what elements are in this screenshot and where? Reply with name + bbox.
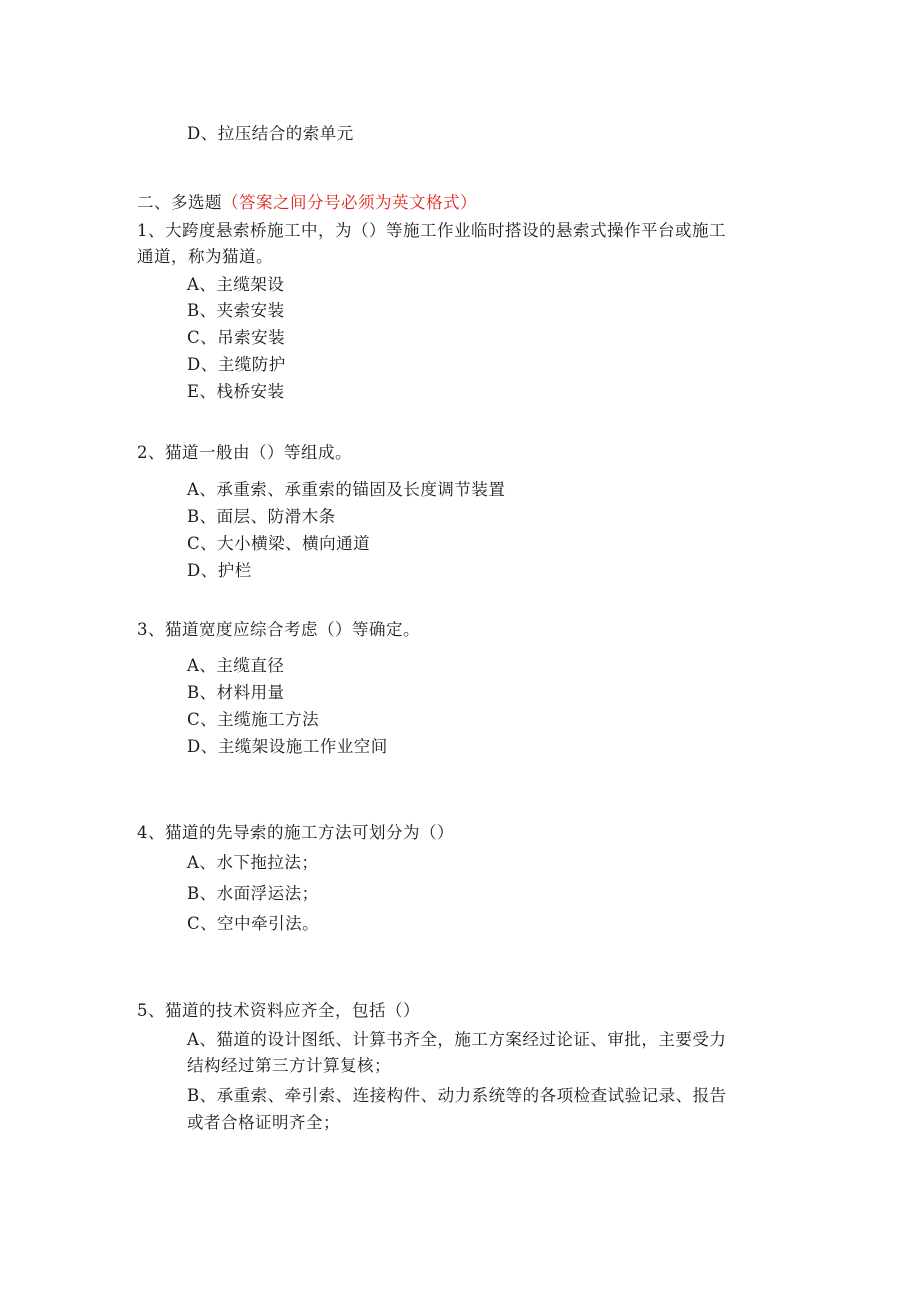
q4-option-c: C、空中牵引法。 bbox=[187, 914, 320, 933]
section-title: 二、多选题 bbox=[137, 193, 222, 212]
q1-stem-line2: 通道，称为猫道。 bbox=[137, 247, 273, 266]
prev-option-d: D、拉压结合的索单元 bbox=[187, 124, 354, 143]
q5-option-b-line2: 或者合格证明齐全； bbox=[187, 1113, 340, 1132]
q2-option-d: D、护栏 bbox=[187, 561, 252, 580]
q2-option-b: B、面层、防滑木条 bbox=[187, 507, 336, 526]
q5-option-a-line2: 结构经过第三方计算复核； bbox=[187, 1056, 391, 1075]
section-heading bbox=[137, 192, 477, 214]
q1-option-d: D、主缆防护 bbox=[187, 355, 286, 374]
q2-option-a: A、承重索、承重索的锚固及长度调节装置 bbox=[187, 480, 506, 499]
q4-stem: 4、猫道的先导索的施工方法可划分为（） bbox=[137, 823, 454, 842]
q3-option-b: B、材料用量 bbox=[187, 683, 285, 702]
q2-stem: 2、猫道一般由（）等组成。 bbox=[137, 443, 352, 462]
q1-option-e: E、栈桥安装 bbox=[187, 382, 285, 401]
q3-option-d: D、主缆架设施工作业空间 bbox=[187, 737, 388, 756]
q5-stem: 5、猫道的技术资料应齐全，包括（） bbox=[137, 1001, 420, 1020]
q1-stem-line1: 1、大跨度悬索桥施工中，为（）等施工作业临时搭设的悬索式操作平台或施工 bbox=[137, 221, 726, 240]
q4-option-b: B、水面浮运法； bbox=[187, 884, 319, 903]
q5-option-b-line1: B、承重索、牵引索、连接构件、动力系统等的各项检查试验记录、报告 bbox=[187, 1086, 727, 1105]
q3-option-c: C、主缆施工方法 bbox=[187, 710, 320, 729]
q4-option-a: A、水下拖拉法； bbox=[187, 853, 319, 872]
q3-stem: 3、猫道宽度应综合考虑（）等确定。 bbox=[137, 620, 420, 639]
q3-option-a: A、主缆直径 bbox=[187, 656, 285, 675]
q5-option-a-line1: A、猫道的设计图纸、计算书齐全，施工方案经过论证、审批，主要受力 bbox=[187, 1030, 727, 1049]
q1-option-b: B、夹索安装 bbox=[187, 301, 285, 320]
q1-option-c: C、吊索安装 bbox=[187, 328, 286, 347]
section-note: （答案之间分号必须为英文格式） bbox=[222, 193, 477, 212]
q2-option-c: C、大小横梁、横向通道 bbox=[187, 534, 371, 553]
q1-option-a: A、主缆架设 bbox=[187, 275, 285, 294]
